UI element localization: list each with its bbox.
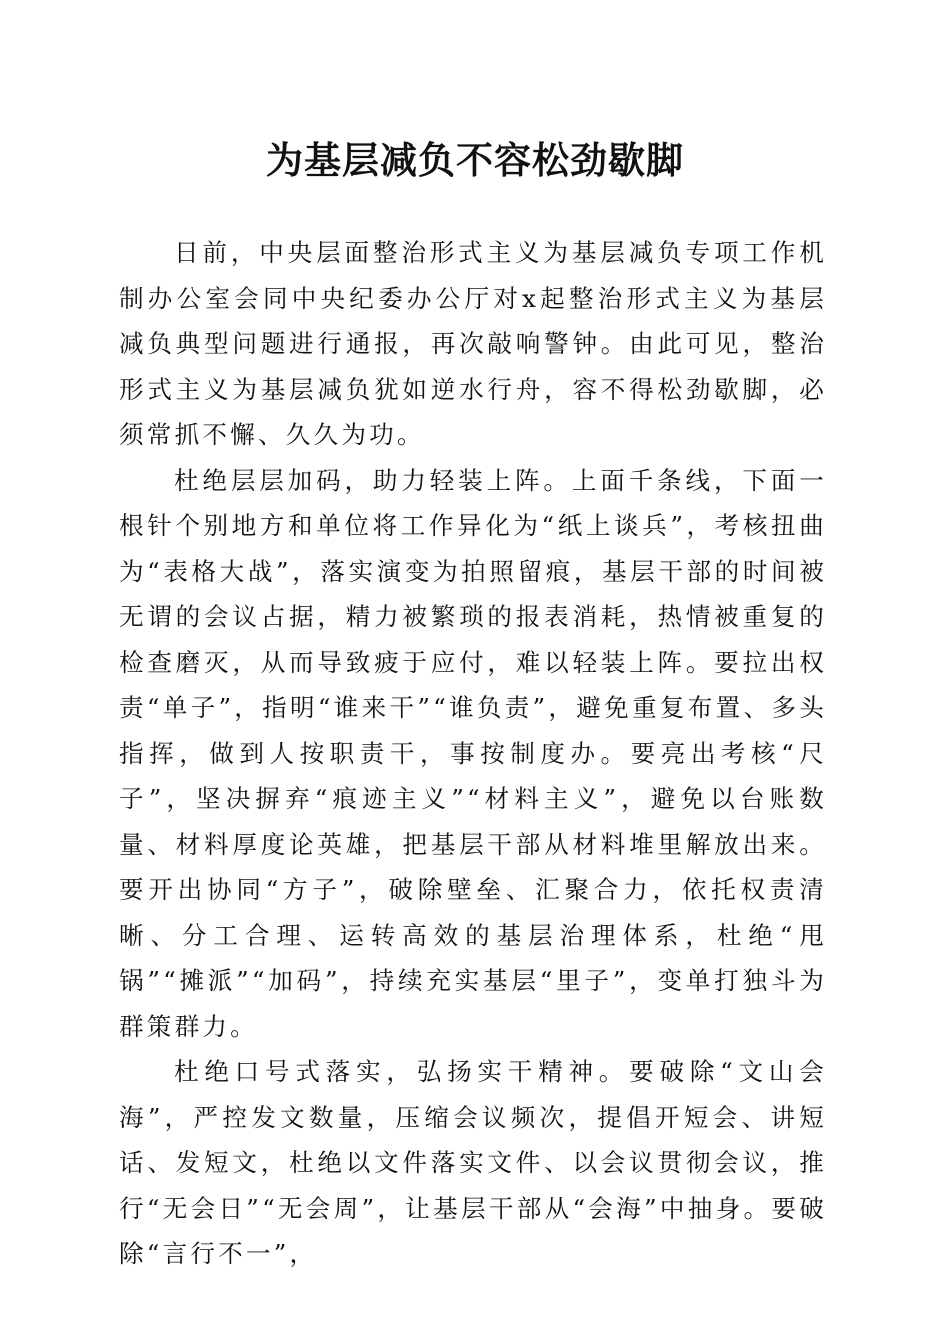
paragraph-intro: 日前，中央层面整治形式主义为基层减负专项工作机制办公室会同中央纪委办公厅对x起整治形式主义为基层减负典型问题进行通报，再次敲响警钟。由此可见，整治形式主义为基层减负犹如逆水行舟，容不得松劲歇脚，必须常抓不懈、久久为功。 bbox=[119, 238, 827, 449]
document-title: 为基层减负不容松劲歇脚 bbox=[266, 138, 684, 182]
document-body bbox=[119, 230, 827, 1277]
paragraph-practical-spirit: 杜绝口号式落实，弘扬实干精神。要破除“文山会海”，严控发文数量，压缩会议频次，提倡开短会、讲短话、发短文，杜绝以文件落实文件、以会议贯彻会议，推行“无会日”“无会周”，让基层干部从“会海”中抽身。要破除“言行不一”， bbox=[119, 1057, 827, 1268]
paragraph-reduce-burden: 杜绝层层加码，助力轻装上阵。上面千条线，下面一根针个别地方和单位将工作异化为“纸上谈兵”，考核扭曲为“表格大战”，落实演变为拍照留痕，基层干部的时间被无谓的会议占据，精力被繁琐的报表消耗，热情被重复的检查磨灭，从而导致疲于应付，难以轻装上阵。要拉出权责“单子”，指明“谁来干”“谁负责”，避免重复布置、多头指挥，做到人按职责干，事按制度办。要亮出考核“尺子”，坚决摒弃“痕迹主义”“材料主义”，避免以台账数量、材料厚度论英雄，把基层干部从材料堆里解放出来。要开出协同“方子”，破除壁垒、汇聚合力，依托权责清晰、分工合理、运转高效的基层治理体系，杜绝“甩锅”“摊派”“加码”，持续充实基层“里子”，变单打独斗为群策群力。 bbox=[119, 465, 827, 1041]
